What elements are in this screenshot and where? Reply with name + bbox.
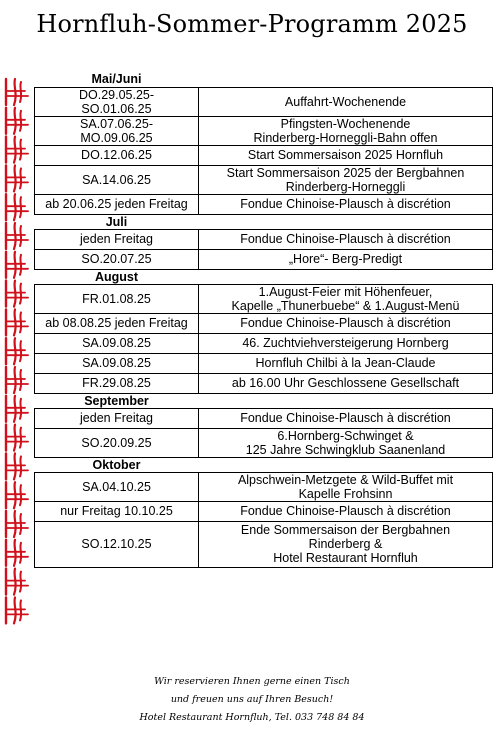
event-cell [199, 501, 493, 521]
date-cell [35, 353, 199, 373]
table-row [35, 521, 493, 567]
date-cell [35, 145, 199, 165]
month-header-row [35, 393, 493, 408]
month-header-spacer [199, 214, 493, 229]
event-text: Fondue Chinoise-Plausch à discrétion [240, 316, 451, 330]
event-cell [199, 145, 493, 165]
date-cell [35, 116, 199, 145]
red-ornament-icon [6, 165, 28, 191]
month-label: Juli [35, 214, 199, 229]
table-row [35, 313, 493, 333]
red-ornament-icon [6, 309, 28, 335]
date-cell [35, 194, 199, 214]
event-cell [199, 521, 493, 567]
red-ornament-icon [6, 281, 28, 307]
event-cell [199, 194, 493, 214]
table-row [35, 501, 493, 521]
red-ornament-icon [6, 194, 28, 220]
month-header-row [35, 214, 493, 229]
event-text: 6.Hornberg-Schwinget & [277, 428, 414, 443]
date-text: SA.09.08.25 [82, 356, 151, 370]
date-cell [35, 87, 199, 116]
event-cell [199, 249, 493, 269]
table-row [35, 408, 493, 428]
table-row [35, 284, 493, 313]
red-ornament-icon [6, 569, 28, 595]
event-text: Rinderberg-Horneggli [285, 179, 406, 194]
footer-line: Hotel Restaurant Hornfluh, Tel. 033 748 84 84 [139, 712, 365, 723]
date-cell [35, 313, 199, 333]
red-ornament-icon [6, 79, 28, 105]
month-header-spacer [199, 393, 493, 408]
date-text: DO.12.06.25 [81, 148, 152, 162]
event-text: 46. Zuchtviehversteigerung Hornberg [242, 336, 449, 350]
red-ornament-icon [6, 597, 28, 623]
month-label: September [35, 393, 199, 408]
event-text: Fondue Chinoise-Plausch à discrétion [240, 232, 451, 246]
date-text: SO.12.10.25 [81, 537, 152, 551]
date-text: SA.09.08.25 [82, 336, 151, 350]
event-text: Kapelle „Thunerbuebe“ & 1.August-Menü [231, 298, 460, 313]
date-text: nur Freitag 10.10.25 [60, 504, 173, 518]
date-text: jeden Freitag [80, 411, 153, 425]
date-text: ab 20.06.25 jeden Freitag [45, 197, 188, 211]
date-cell [35, 428, 199, 457]
date-text: DO.29.05.25- [78, 87, 155, 102]
month-header-spacer [199, 269, 493, 284]
red-ornament-icon [6, 108, 28, 134]
month-label: Oktober [35, 457, 199, 472]
date-text: FR.01.08.25 [82, 291, 151, 306]
date-cell [35, 472, 199, 501]
date-text: SO.20.09.25 [81, 435, 152, 450]
date-text: jeden Freitag [80, 232, 153, 246]
event-cell [199, 284, 493, 313]
page-title: Hornfluh-Sommer-Programm 2025 [36, 10, 468, 38]
red-ornament-icon [6, 511, 28, 537]
date-text: FR.29.08.25 [82, 376, 151, 390]
date-cell [35, 249, 199, 269]
date-cell [35, 229, 199, 249]
event-text: ab 16.00 Uhr Geschlossene Gesellschaft [231, 376, 460, 390]
red-ornament-icon [6, 367, 28, 393]
date-cell [35, 521, 199, 567]
event-text: Fondue Chinoise-Plausch à discrétion [240, 504, 451, 518]
date-cell [35, 408, 199, 428]
left-ornament-strip [4, 0, 30, 732]
red-ornament-icon [6, 453, 28, 479]
event-text: Fondue Chinoise-Plausch à discrétion [240, 411, 451, 425]
date-text: ab 08.08.25 jeden Freitag [45, 316, 188, 330]
event-cell [199, 229, 493, 249]
event-text: Rinderberg & [308, 537, 383, 551]
event-cell [199, 313, 493, 333]
event-cell [199, 87, 493, 116]
event-cell [199, 165, 493, 194]
table-row [35, 333, 493, 353]
date-text: SA.07.06.25- [80, 116, 153, 131]
event-text: Alpschwein-Metzgete & Wild-Buffet mit [237, 472, 454, 487]
event-text: Ende Sommersaison der Bergbahnen [240, 523, 451, 537]
event-text: Rinderberg-Horneggli-Bahn offen [253, 130, 438, 145]
event-cell [199, 353, 493, 373]
month-label: Mai/Juni [35, 72, 199, 87]
date-text: SO.01.06.25 [81, 101, 152, 116]
red-ornament-icon [6, 223, 28, 249]
table-row [35, 116, 493, 145]
event-text: 1.August-Feier mit Höhenfeuer, [258, 284, 433, 299]
event-text: Auffahrt-Wochenende [284, 94, 407, 109]
month-label: August [35, 269, 199, 284]
event-text: Kapelle Frohsinn [298, 486, 393, 501]
program-table [34, 72, 493, 568]
event-cell [199, 428, 493, 457]
month-header-row [35, 72, 493, 87]
event-text: Hornfluh Chilbi à la Jean-Claude [255, 356, 436, 370]
table-row [35, 373, 493, 393]
red-ornament-icon [6, 252, 28, 278]
date-text: MO.09.06.25 [80, 130, 153, 145]
table-row [35, 249, 493, 269]
event-text: „Hore“- Berg-Predigt [288, 252, 403, 266]
red-ornament-icon [6, 338, 28, 364]
table-row [35, 87, 493, 116]
event-cell [199, 408, 493, 428]
footer-line: und freuen uns auf Ihren Besuch! [170, 694, 334, 705]
event-cell [199, 333, 493, 353]
red-ornament-icon [6, 540, 28, 566]
red-ornament-icon [6, 482, 28, 508]
month-header-row [35, 457, 493, 472]
table-row [35, 145, 493, 165]
red-ornament-icon [6, 137, 28, 163]
date-text: SA.14.06.25 [82, 172, 151, 187]
red-ornament-icon [6, 396, 28, 422]
date-cell [35, 373, 199, 393]
date-text: SO.20.07.25 [81, 252, 152, 266]
event-text: Pfingsten-Wochenende [280, 116, 411, 131]
table-row [35, 194, 493, 214]
event-text: Fondue Chinoise-Plausch à discrétion [240, 197, 451, 211]
event-text: Start Sommersaison 2025 der Bergbahnen [226, 165, 465, 180]
event-text: 125 Jahre Schwingklub Saanenland [245, 442, 446, 457]
month-header-row [35, 269, 493, 284]
date-cell [35, 284, 199, 313]
event-cell [199, 373, 493, 393]
footer-line: Wir reservieren Ihnen gerne einen Tisch [154, 676, 350, 687]
month-header-spacer [199, 72, 493, 87]
event-cell [199, 116, 493, 145]
table-row [35, 353, 493, 373]
date-text: SA.04.10.25 [82, 479, 151, 494]
event-text: Hotel Restaurant Hornfluh [273, 551, 418, 565]
footer-note [0, 673, 504, 727]
event-text: Start Sommersaison 2025 Hornfluh [247, 148, 444, 162]
table-row [35, 165, 493, 194]
month-header-spacer [199, 457, 493, 472]
date-cell [35, 333, 199, 353]
table-row [35, 428, 493, 457]
date-cell [35, 165, 199, 194]
table-row [35, 229, 493, 249]
red-ornament-icon [6, 425, 28, 451]
date-cell [35, 501, 199, 521]
event-cell [199, 472, 493, 501]
table-row [35, 472, 493, 501]
